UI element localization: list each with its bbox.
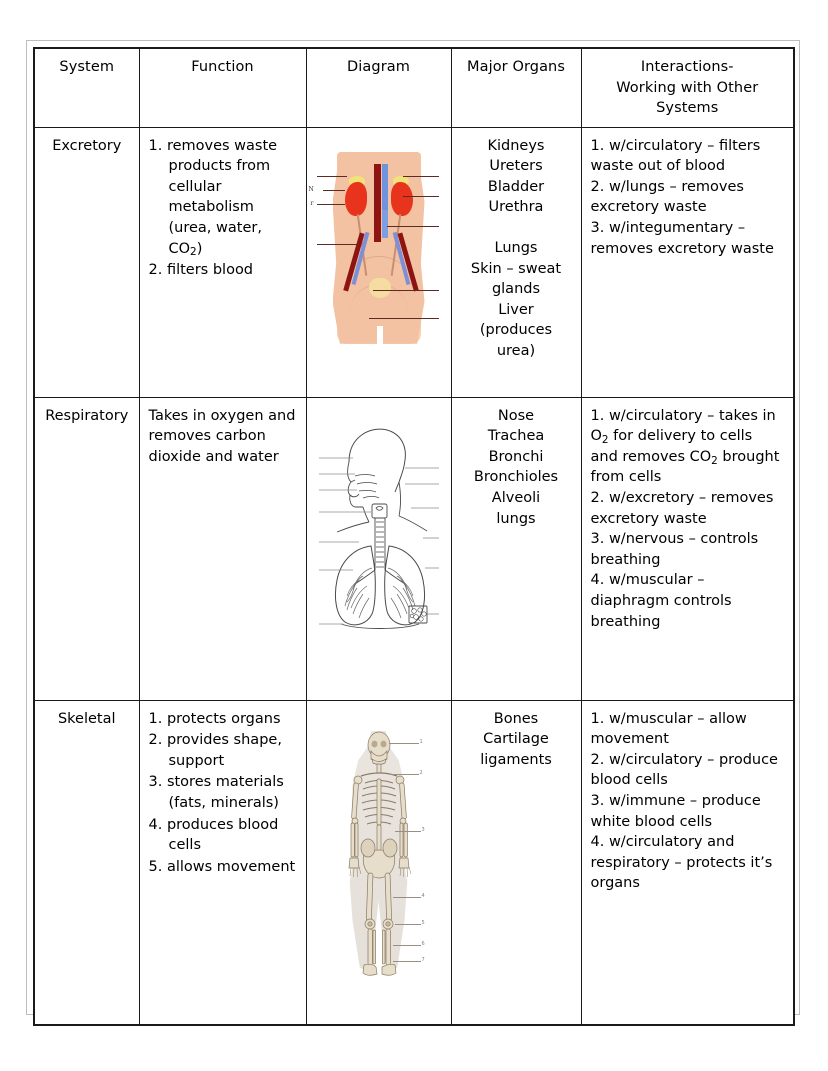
diagram-cell-skeletal xyxy=(306,700,451,1025)
interaction-item: 2. w/circulatory – produce blood cells xyxy=(590,751,778,789)
organ-item: ligaments xyxy=(480,751,552,768)
torso-organs-group xyxy=(341,152,417,344)
organ-item: Skin – sweat glands xyxy=(470,260,562,298)
leg-gap xyxy=(377,326,383,344)
diagram-label-number: 4 xyxy=(421,892,425,899)
interaction-item: 3. w/nervous – controls breathing xyxy=(590,531,759,568)
label-leader-line xyxy=(317,244,357,245)
organ-item: Bronchioles xyxy=(473,469,559,486)
skeletal-system-diagram xyxy=(331,727,427,977)
interaction-item: 3. w/integumentary – removes excretory waste xyxy=(590,220,774,257)
label-leader-line xyxy=(393,961,421,962)
function-item: 3. stores materials (fats, minerals) xyxy=(148,774,284,812)
kidney-left-icon xyxy=(345,182,367,216)
organs-cell-excretory xyxy=(451,127,581,397)
header-line: Function xyxy=(191,59,254,75)
vena-cava-upper-shape xyxy=(382,164,388,210)
organ-list-spacer xyxy=(461,218,572,238)
label-leader-line xyxy=(391,774,419,775)
organs-cell-skeletal xyxy=(451,700,581,1025)
label-leader-line xyxy=(369,318,439,319)
kidney-right-icon xyxy=(391,182,413,216)
table-row-excretory xyxy=(34,127,794,397)
table-header-row xyxy=(34,48,794,127)
label-leader-line xyxy=(389,743,419,744)
label-leader-line xyxy=(395,924,421,925)
diagram-label-number: 1 xyxy=(419,738,423,745)
diagram-cell-excretory xyxy=(306,127,451,397)
organ-item: Alveoli xyxy=(491,490,541,507)
function-item: Takes in oxygen and removes carbon dioxide and water xyxy=(148,407,296,465)
interaction-item: 1. w/muscular – allow movement xyxy=(590,710,747,748)
function-cell-skeletal xyxy=(139,700,306,1025)
interaction-item: 2. w/lungs – removes excretory waste xyxy=(590,178,744,216)
column-header-major-organs xyxy=(451,48,581,127)
function-item: 1. protects organs xyxy=(148,710,281,727)
diagram-label-number: 2 xyxy=(419,769,423,776)
organ-list xyxy=(461,406,572,529)
interaction-list xyxy=(591,709,785,894)
function-list xyxy=(149,136,297,281)
column-header-interactions xyxy=(581,48,794,127)
function-item: 2. provides shape, support xyxy=(148,732,282,769)
diagram-label-number: 3 xyxy=(421,826,425,833)
interaction-item: 1. w/circulatory – filters waste out of blood xyxy=(590,137,761,175)
interactions-cell-skeletal xyxy=(581,700,794,1025)
organ-item: Nose xyxy=(497,407,535,424)
header-line: Diagram xyxy=(347,59,410,75)
organ-item: Bones xyxy=(493,710,539,727)
function-cell-respiratory xyxy=(139,397,306,700)
body-systems-table xyxy=(33,47,795,1026)
column-header-diagram xyxy=(306,48,451,127)
diagram-label-number: 5 xyxy=(421,919,425,926)
interactions-cell-respiratory xyxy=(581,397,794,700)
organ-item: Trachea xyxy=(487,428,545,445)
interaction-item: 1. w/circulatory – takes in $O_2$ for delivery to cells and removes $CO_2$ brought from cells xyxy=(590,407,780,486)
header-line: Systems xyxy=(656,100,719,117)
organ-item: Cartilage xyxy=(483,731,549,748)
function-item: 5. allows movement xyxy=(148,858,296,875)
interaction-item: 4. w/circulatory and respiratory – protects it’s organs xyxy=(590,834,773,892)
organ-list xyxy=(461,709,572,771)
organ-item: Bronchi xyxy=(488,448,544,465)
aorta-shape xyxy=(374,164,381,242)
function-list xyxy=(149,709,297,878)
organ-item: Urethra xyxy=(488,199,544,216)
label-leader-line xyxy=(393,897,421,898)
respiratory-line-art xyxy=(319,418,439,633)
diagram-label-number: 7 xyxy=(421,956,425,963)
respiratory-system-diagram xyxy=(319,418,439,633)
label-leader-line xyxy=(393,945,421,946)
interaction-list xyxy=(591,406,785,632)
header-line: System xyxy=(59,59,115,75)
interaction-item: 4. w/muscular – diaphragm controls breathing xyxy=(590,572,732,630)
label-leader-line xyxy=(403,196,439,197)
label-leader-line xyxy=(395,831,421,832)
system-name-excretory: Excretory xyxy=(34,127,139,397)
bladder-icon xyxy=(369,278,391,298)
organ-item: Bladder xyxy=(487,178,545,195)
organ-item: Ureters xyxy=(489,158,543,175)
organ-list xyxy=(461,136,572,362)
function-cell-excretory xyxy=(139,127,306,397)
header-line: Interactions- xyxy=(640,59,734,75)
diagram-cell-respiratory xyxy=(306,397,451,700)
diagram-label-text: r xyxy=(310,199,314,207)
function-item: 4. produces blood cells xyxy=(148,816,279,854)
label-leader-line xyxy=(403,176,439,177)
interactions-cell-excretory xyxy=(581,127,794,397)
label-leader-line xyxy=(323,190,345,191)
excretory-system-diagram xyxy=(308,152,433,344)
header-line: Working with Other xyxy=(616,79,759,96)
function-item: 2. filters blood xyxy=(148,262,254,279)
diagram-label-number: 6 xyxy=(421,940,425,947)
label-leader-line xyxy=(373,290,439,291)
organ-item: lungs xyxy=(496,510,536,527)
label-leader-line xyxy=(317,176,347,177)
table-row-skeletal xyxy=(34,700,794,1025)
organ-item: Kidneys xyxy=(487,137,545,154)
system-name-respiratory: Respiratory xyxy=(34,397,139,700)
header-line: Major Organs xyxy=(466,59,566,75)
organs-cell-respiratory xyxy=(451,397,581,700)
function-item: 1. removes waste products from cellular metabolism (urea, water, $CO_2$) xyxy=(148,137,278,259)
skeleton-line-art xyxy=(331,727,427,977)
interaction-item: 2. w/excretory – removes excretory waste xyxy=(590,490,774,527)
diagram-label-text: N xyxy=(308,185,314,193)
label-leader-line xyxy=(387,226,439,227)
table-row-respiratory xyxy=(34,397,794,700)
organ-item: Liver (produces urea) xyxy=(479,301,553,359)
label-leader-line xyxy=(317,204,345,205)
organ-item: Lungs xyxy=(494,240,538,257)
interaction-item: 3. w/immune – produce white blood cells xyxy=(590,793,761,830)
column-header-system xyxy=(34,48,139,127)
column-header-function xyxy=(139,48,306,127)
system-name-skeletal: Skeletal xyxy=(34,700,139,1025)
interaction-list xyxy=(591,136,785,259)
